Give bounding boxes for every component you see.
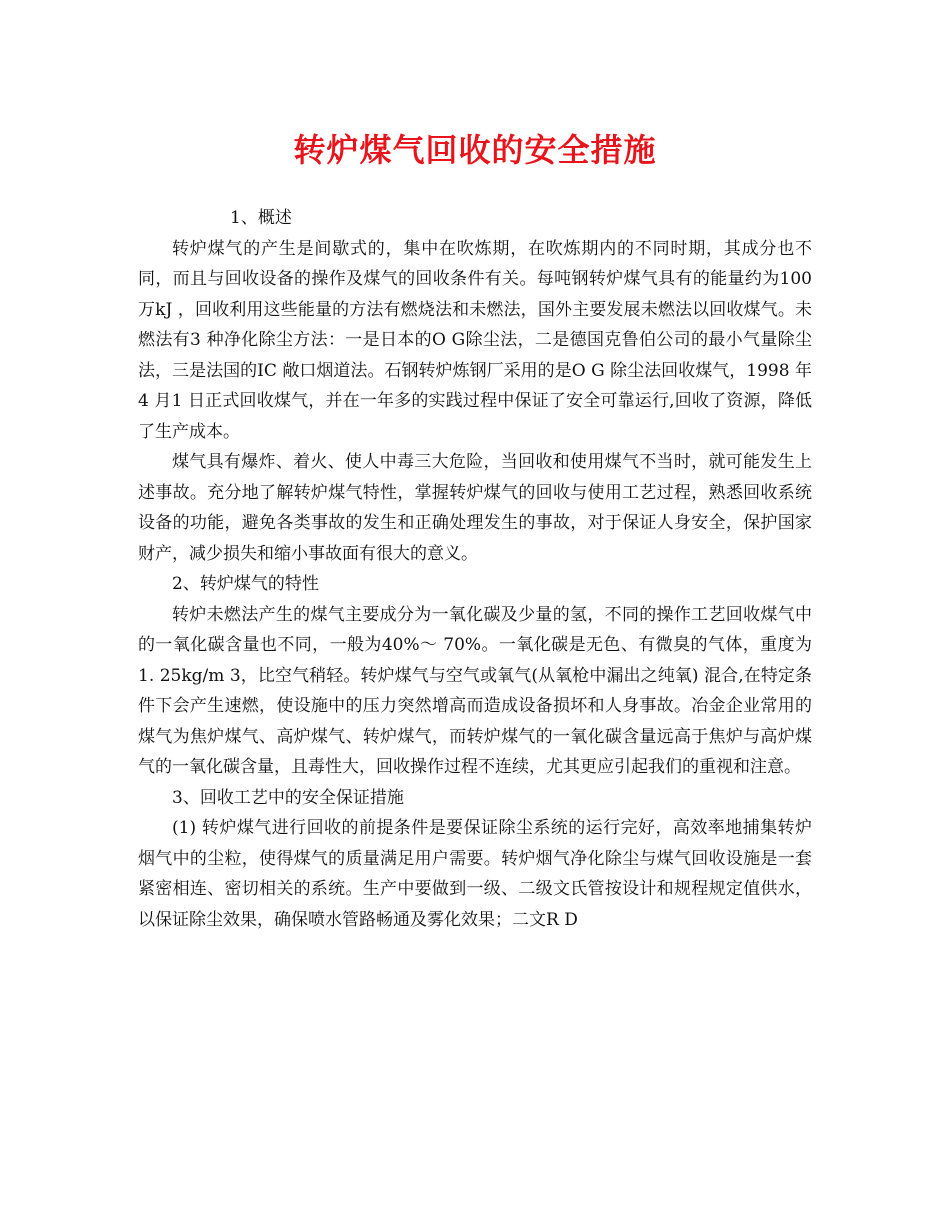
paragraph: 煤气具有爆炸、着火、使人中毒三大危险，当回收和使用煤气不当时，就可能发生上述事故。充分地了解转炉煤气特性，掌握转炉煤气的回收与使用工艺过程，熟悉回收系统设备的功能，避免各类事故的发生和正确处理发生的事故，对于保证人身安全，保护国家财产，减少损失和缩小事故面有很大的意义。 — [138, 452, 812, 564]
document-title: 转炉煤气回收的安全措施 — [293, 131, 657, 169]
paragraph: 转炉未燃法产生的煤气主要成分为一氧化碳及少量的氢，不同的操作工艺回收煤气中的一氧化碳含量也不同，一般为40%～ 70%。一氧化碳是无色、有微臭的气体，重度为1. 25kg/m 3，比空气稍轻。转炉煤气与空气或氧气(从氧枪中漏出之纯氧) 混合,在特定条件下会产生速燃，使设施中的压力突然增高而造成设备损坏和人身事故。冶金企业常用的煤气为焦炉煤气、高炉煤气、转炉煤气，而转炉煤气的一氧化碳含量远高于焦炉与高炉煤气的一氧化碳含量，且毒性大，回收操作过程不连续，尤其更应引起我们的重视和注意。 — [138, 604, 812, 777]
section-heading-safety-measures: 3、回收工艺中的安全保证措施 — [172, 787, 404, 808]
section-heading-properties: 2、转炉煤气的特性 — [172, 574, 319, 594]
section-heading-overview: 1、概述 — [230, 208, 292, 228]
document-body — [138, 203, 812, 935]
paragraph: (1) 转炉煤气进行回收的前提条件是要保证除尘系统的运行完好，高效率地捕集转炉烟气中的尘粒，使得煤气的质量满足用户需要。转炉烟气净化除尘与煤气回收设施是一套紧密相连、密切相关的系统。生产中要做到一级、二级文氏管按设计和规程规定值供水，以保证除尘效果，确保喷水管路畅通及雾化效果；二文R D — [138, 818, 812, 930]
paragraph: 转炉煤气的产生是间歇式的，集中在吹炼期，在吹炼期内的不同时期，其成分也不同，而且与回收设备的操作及煤气的回收条件有关。每吨钢转炉煤气具有的能量约为100 万kJ ，回收利用这些能量的方法有燃烧法和未燃法，国外主要发展未燃法以回收煤气。未燃法有3 种净化除尘方法：一是日本的O G除尘法，二是德国克鲁伯公司的最小气量除尘法，三是法国的IC 敞口烟道法。石钢转炉炼钢厂采用的是O G 除尘法回收煤气，1998 年4 月1 日正式回收煤气，并在一年多的实践过程中保证了安全可靠运行,回收了资源，降低了生产成本。 — [138, 238, 812, 442]
